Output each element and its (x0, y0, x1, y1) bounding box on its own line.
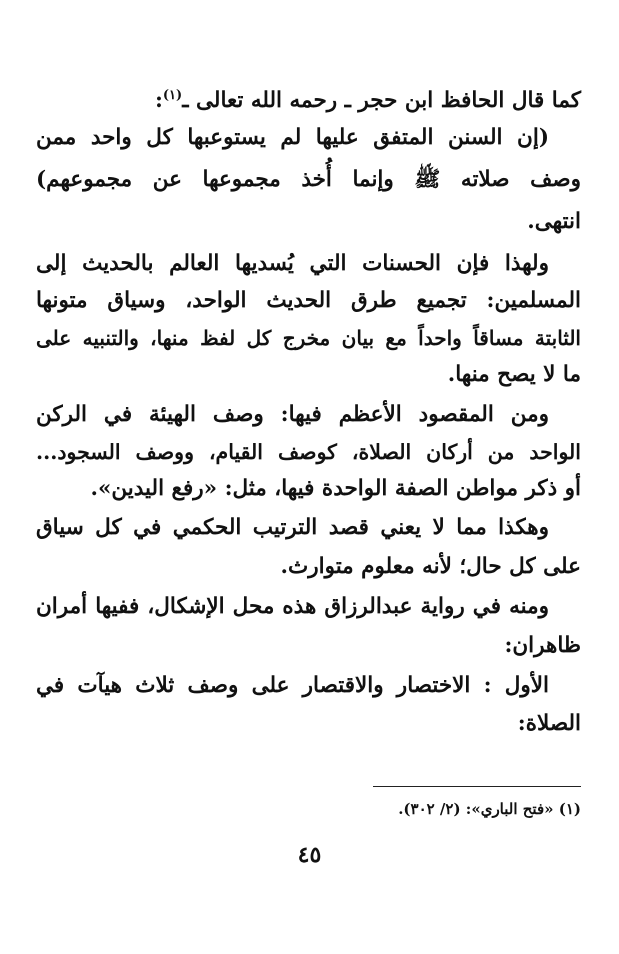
text-line-5: ولهذا فإن الحسنات التي يُسديها العالم بالحديث إلى (36, 251, 549, 276)
text-line-2: (إن السنن المتفق عليها لم يستوعبها كل واحد ممن (36, 125, 549, 150)
text-line-8: ما لا يصح منها. (447, 362, 581, 387)
text-line-6: المسلمين: تجميع طرق الحديث الواحد، وسياق متونها (36, 288, 581, 313)
footnote-divider (373, 786, 581, 787)
text-line-17: الصلاة: (517, 711, 581, 736)
footnote-reference: (١) (162, 88, 183, 103)
text-line-12: وهكذا مما لا يعني قصد الترتيب الحكمي في كل سياق (36, 515, 549, 540)
text-line-9: ومن المقصود الأعظم فيها: وصف الهيئة في الركن (36, 402, 549, 427)
text-line-11: أو ذكر مواطن الصفة الواحدة فيها، مثل: «رفع اليدين». (90, 476, 581, 501)
text-line-10: الواحد من أركان الصلاة، كوصف القيام، ووصف السجود... (36, 440, 581, 464)
text-line-15: ظاهران: (504, 633, 581, 658)
footnote: (١) «فتح الباري»: (٢/ ٣٠٢). (398, 800, 581, 818)
line-1-text: كما قال الحافظ ابن حجر ـ رحمه الله تعالى ـ (182, 88, 581, 114)
text-line-16: الأول : الاختصار والاقتصار على وصف ثلاث هيآت في (36, 673, 549, 698)
page-number: ٤٥ (297, 842, 322, 868)
text-line-4: انتهى. (527, 209, 581, 234)
line-1-colon: : (154, 88, 163, 114)
text-line-3: وصف صلاته ﷺ وإنما أُخذ مجموعها عن مجموعهم) (36, 167, 581, 192)
text-line-14: ومنه في رواية عبدالرزاق هذه محل الإشكال، ففيها أمران (36, 594, 549, 619)
text-line-1 (36, 76, 581, 116)
text-line-13: على كل حال؛ لأنه معلوم متوارث. (280, 554, 581, 579)
text-line-7: الثابتة مساقاً واحداً مع بيان مخرج كل لفظ منها، والتنبيه على (36, 326, 581, 350)
